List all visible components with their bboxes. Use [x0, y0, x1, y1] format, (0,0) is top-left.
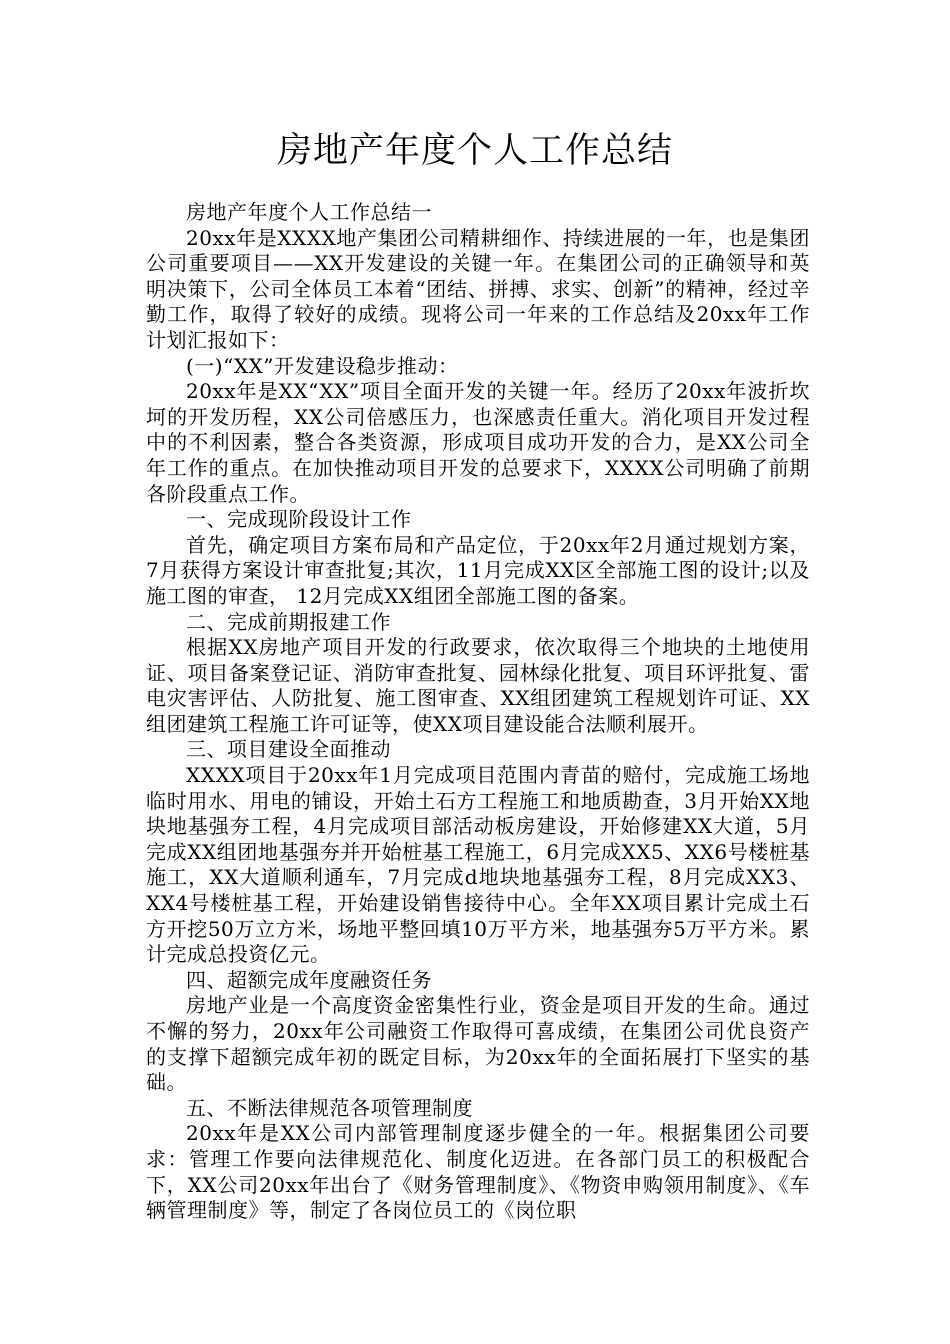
body-paragraph: 根据XX房地产项目开发的行政要求，依次取得三个地块的土地使用证、项目备案登记证、消防审查批复、园林绿化批复、项目环评批复、雷电灾害评估、人防批复、施工图审查、XX组团建筑工程规划许可证、XX组团建筑工程施工许可证等，使XX项目建设能合法顺利展开。: [146, 635, 810, 736]
document-body: [146, 200, 810, 1224]
body-paragraph: 房地产业是一个高度资金密集性行业，资金是项目开发的生命。通过不懈的努力，20xx年公司融资工作取得可喜成绩，在集团公司优良资产的支撑下超额完成年初的既定目标，为20xx年的全面拓展打下坚实的基础。: [146, 993, 810, 1095]
section-heading: 二、完成前期报建工作: [186, 609, 391, 634]
section-heading: (一)“XX”开发建设稳步推动：: [186, 353, 459, 378]
subtitle-paragraph: 房地产年度个人工作总结一: [186, 200, 432, 224]
body-paragraph: 20xx年是XX“XX”项目全面开发的关键一年。经历了20xx年波折坎坷的开发历程，XX公司倍感压力，也深感责任重大。消化项目开发过程中的不利因素，整合各类资源，形成项目成功开发的合力，是XX公司全年工作的重点。在加快推动项目开发的总要求下，XXXX公司明确了前期各阶段重点工作。: [146, 379, 810, 506]
body-paragraph: 20xx年是XX公司内部管理制度逐步健全的一年。根据集团公司要求：管理工作要向法律规范化、制度化迈进。在各部门员工的积极配合下，XX公司20xx年出台了《财务管理制度》、《物资申购领用制度》、《车辆管理制度》等，制定了各岗位员工的《岗位职: [146, 1121, 810, 1223]
document-title: 房地产年度个人工作总结: [276, 131, 673, 171]
body-paragraph: 首先，确定项目方案布局和产品定位，于20xx年2月通过规划方案，7月获得方案设计审查批复;其次，11月完成XX区全部施工图的设计;以及施工图的审查， 12月完成XX组团全部施工图的备案。: [146, 532, 810, 608]
section-heading: 三、项目建设全面推动: [186, 737, 391, 762]
section-heading: 四、超额完成年度融资任务: [186, 967, 432, 992]
section-heading: 一、完成现阶段设计工作: [186, 507, 412, 532]
body-paragraph: XXXX项目于20xx年1月完成项目范围内青苗的赔付，完成施工场地临时用水、用电的铺设，开始土石方工程施工和地质勘查，3月开始XX地块地基强夯工程，4月完成项目部活动板房建设，开始修建XX大道，5月完成XX组团地基强夯并开始桩基工程施工，6月完成XX5、XX6号楼桩基施工，XX大道顺利通车，7月完成d地块地基强夯工程，8月完成XX3、XX4号楼桩基工程，开始建设销售接待中心。全年XX项目累计完成土石方开挖50万立方米，场地平整回填10万平方米，地基强夯5万平方米。累计完成总投资亿元。: [146, 763, 810, 967]
section-heading: 五、不断法律规范各项管理制度: [186, 1095, 473, 1120]
intro-paragraph: 20xx年是XXXX地产集团公司精耕细作、持续进展的一年，也是集团公司重要项目——XX开发建设的关键一年。在集团公司的正确领导和英明决策下，公司全体员工本着“团结、拼搏、求实、创新”的精神，经过辛勤工作，取得了较好的成绩。现将公司一年来的工作总结及20xx年工作计划汇报如下：: [146, 225, 810, 352]
